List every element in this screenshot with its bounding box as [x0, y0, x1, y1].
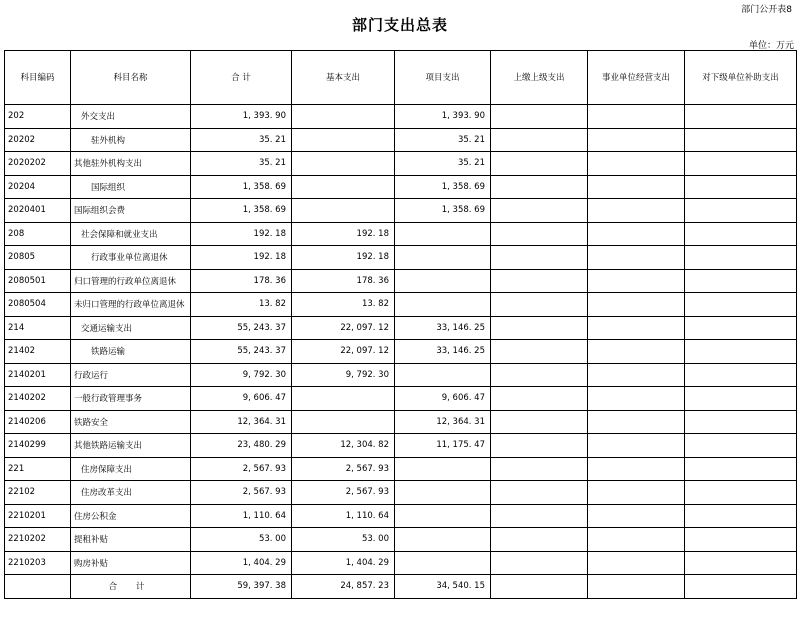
table-row [5, 269, 797, 293]
subsidy-cell [685, 551, 797, 575]
table-body [5, 105, 797, 575]
upper-cell [491, 387, 588, 411]
upper-cell [491, 128, 588, 152]
name-cell: 铁路运输 [71, 340, 191, 364]
project-cell [395, 293, 491, 317]
basic-cell [292, 128, 395, 152]
subsidy-cell [685, 269, 797, 293]
upper-cell [491, 481, 588, 505]
business-cell [588, 340, 685, 364]
code-cell: 214 [5, 316, 71, 340]
subsidy-cell [685, 246, 797, 270]
code-cell: 2140299 [5, 434, 71, 458]
basic-cell [292, 410, 395, 434]
column-header-subsidy: 对下级单位补助支出 [685, 51, 797, 105]
upper-cell [491, 363, 588, 387]
column-header-basic: 基本支出 [292, 51, 395, 105]
name-cell: 交通运输支出 [71, 316, 191, 340]
project-cell: 11, 175. 47 [395, 434, 491, 458]
total-row [5, 575, 797, 599]
basic-cell [292, 152, 395, 176]
name-cell: 行政运行 [71, 363, 191, 387]
upper-cell [491, 175, 588, 199]
name-cell: 住房公积金 [71, 504, 191, 528]
code-cell: 2080501 [5, 269, 71, 293]
code-cell: 22102 [5, 481, 71, 505]
total-cell: 35. 21 [191, 152, 292, 176]
name-cell: 其他驻外机构支出 [71, 152, 191, 176]
table-row [5, 152, 797, 176]
project-cell [395, 222, 491, 246]
upper-cell [491, 152, 588, 176]
project-cell: 1, 358. 69 [395, 199, 491, 223]
subsidy-cell [685, 340, 797, 364]
expenditure-table [4, 50, 797, 599]
column-header-business: 事业单位经营支出 [588, 51, 685, 105]
basic-cell: 1, 404. 29 [292, 551, 395, 575]
total-cell: 1, 358. 69 [191, 175, 292, 199]
upper-cell [491, 434, 588, 458]
basic-cell: 53. 00 [292, 528, 395, 552]
total-cell: 13. 82 [191, 293, 292, 317]
basic-cell [292, 199, 395, 223]
business-cell [588, 105, 685, 129]
table-row [5, 175, 797, 199]
business-cell [588, 434, 685, 458]
project-cell: 9, 606. 47 [395, 387, 491, 411]
table-row [5, 481, 797, 505]
basic-cell [292, 175, 395, 199]
column-header-upper: 上缴上级支出 [491, 51, 588, 105]
code-cell: 2140201 [5, 363, 71, 387]
business-cell [588, 293, 685, 317]
basic-cell: 1, 110. 64 [292, 504, 395, 528]
total-cell: 1, 110. 64 [191, 504, 292, 528]
project-cell [395, 528, 491, 552]
business-cell [588, 269, 685, 293]
table-row [5, 128, 797, 152]
subsidy-cell [685, 504, 797, 528]
upper-cell [491, 199, 588, 223]
total-cell: 1, 404. 29 [191, 551, 292, 575]
name-cell: 铁路安全 [71, 410, 191, 434]
table-row [5, 528, 797, 552]
name-cell: 国际组织 [71, 175, 191, 199]
total-cell: 23, 480. 29 [191, 434, 292, 458]
name-cell: 住房保障支出 [71, 457, 191, 481]
table-row [5, 410, 797, 434]
basic-cell: 22, 097. 12 [292, 340, 395, 364]
table-row [5, 340, 797, 364]
form-number: 部门公开表8 [741, 5, 792, 15]
subsidy-cell [685, 293, 797, 317]
upper-cell [491, 293, 588, 317]
upper-cell [491, 457, 588, 481]
total-label: 合 计 [71, 575, 191, 599]
subsidy-cell [685, 199, 797, 223]
total-cell: 55, 243. 37 [191, 316, 292, 340]
basic-cell: 192. 18 [292, 246, 395, 270]
upper-cell [491, 105, 588, 129]
table-row [5, 551, 797, 575]
code-cell: 2020401 [5, 199, 71, 223]
code-cell: 21402 [5, 340, 71, 364]
total-subsidy [685, 575, 797, 599]
code-cell: 208 [5, 222, 71, 246]
page-title: 部门支出总表 [351, 16, 448, 34]
name-cell: 购房补贴 [71, 551, 191, 575]
subsidy-cell [685, 528, 797, 552]
business-cell [588, 199, 685, 223]
subsidy-cell [685, 175, 797, 199]
table-row [5, 316, 797, 340]
code-cell: 2140202 [5, 387, 71, 411]
code-cell: 2210201 [5, 504, 71, 528]
total-cell: 35. 21 [191, 128, 292, 152]
project-cell: 1, 393. 90 [395, 105, 491, 129]
name-cell: 国际组织会费 [71, 199, 191, 223]
name-cell: 社会保障和就业支出 [71, 222, 191, 246]
total-cell: 1, 393. 90 [191, 105, 292, 129]
subsidy-cell [685, 222, 797, 246]
basic-cell: 178. 36 [292, 269, 395, 293]
code-cell: 20202 [5, 128, 71, 152]
name-cell: 归口管理的行政单位离退休 [71, 269, 191, 293]
business-cell [588, 222, 685, 246]
total-cell: 192. 18 [191, 222, 292, 246]
business-cell [588, 316, 685, 340]
subsidy-cell [685, 481, 797, 505]
total-basic: 24, 857. 23 [292, 575, 395, 599]
business-cell [588, 410, 685, 434]
project-cell: 35. 21 [395, 152, 491, 176]
table-row [5, 293, 797, 317]
business-cell [588, 246, 685, 270]
business-cell [588, 457, 685, 481]
code-cell: 2140206 [5, 410, 71, 434]
name-cell: 提租补贴 [71, 528, 191, 552]
total-cell: 9, 792. 30 [191, 363, 292, 387]
code-cell: 202 [5, 105, 71, 129]
project-cell [395, 481, 491, 505]
subsidy-cell [685, 128, 797, 152]
subsidy-cell [685, 410, 797, 434]
table-row [5, 363, 797, 387]
code-cell: 221 [5, 457, 71, 481]
subsidy-cell [685, 387, 797, 411]
code-cell: 2080504 [5, 293, 71, 317]
total-cell: 2, 567. 93 [191, 457, 292, 481]
basic-cell: 13. 82 [292, 293, 395, 317]
upper-cell [491, 246, 588, 270]
code-cell: 2210203 [5, 551, 71, 575]
total-cell: 55, 243. 37 [191, 340, 292, 364]
column-header-code: 科目编码 [5, 51, 71, 105]
basic-cell [292, 387, 395, 411]
total-cell: 53. 00 [191, 528, 292, 552]
business-cell [588, 152, 685, 176]
basic-cell: 192. 18 [292, 222, 395, 246]
basic-cell: 2, 567. 93 [292, 481, 395, 505]
subsidy-cell [685, 434, 797, 458]
project-cell: 1, 358. 69 [395, 175, 491, 199]
upper-cell [491, 222, 588, 246]
total-cell: 12, 364. 31 [191, 410, 292, 434]
project-cell [395, 246, 491, 270]
project-cell: 35. 21 [395, 128, 491, 152]
business-cell [588, 128, 685, 152]
business-cell [588, 363, 685, 387]
subsidy-cell [685, 316, 797, 340]
code-cell: 20805 [5, 246, 71, 270]
name-cell: 行政事业单位离退休 [71, 246, 191, 270]
business-cell [588, 481, 685, 505]
table-row [5, 457, 797, 481]
subsidy-cell [685, 152, 797, 176]
total-project: 34, 540. 15 [395, 575, 491, 599]
total-business [588, 575, 685, 599]
table-row [5, 222, 797, 246]
project-cell [395, 457, 491, 481]
subsidy-cell [685, 105, 797, 129]
project-cell: 33, 146. 25 [395, 340, 491, 364]
total-sum: 59, 397. 38 [191, 575, 292, 599]
business-cell [588, 387, 685, 411]
code-cell: 2020202 [5, 152, 71, 176]
basic-cell: 12, 304. 82 [292, 434, 395, 458]
total-cell: 2, 567. 93 [191, 481, 292, 505]
upper-cell [491, 410, 588, 434]
name-cell: 驻外机构 [71, 128, 191, 152]
name-cell: 住房改革支出 [71, 481, 191, 505]
upper-cell [491, 340, 588, 364]
table-header-row [5, 51, 797, 105]
total-cell: 178. 36 [191, 269, 292, 293]
total-cell: 192. 18 [191, 246, 292, 270]
basic-cell: 2, 567. 93 [292, 457, 395, 481]
unit-label: 单位：万元 [748, 41, 794, 51]
project-cell [395, 504, 491, 528]
table-row [5, 387, 797, 411]
project-cell: 33, 146. 25 [395, 316, 491, 340]
code-cell: 2210202 [5, 528, 71, 552]
project-cell: 12, 364. 31 [395, 410, 491, 434]
name-cell: 外交支出 [71, 105, 191, 129]
upper-cell [491, 504, 588, 528]
total-cell: 1, 358. 69 [191, 199, 292, 223]
code-cell: 20204 [5, 175, 71, 199]
subsidy-cell [685, 457, 797, 481]
name-cell: 未归口管理的行政单位离退休 [71, 293, 191, 317]
basic-cell: 9, 792. 30 [292, 363, 395, 387]
project-cell [395, 551, 491, 575]
table-row [5, 246, 797, 270]
subsidy-cell [685, 363, 797, 387]
upper-cell [491, 316, 588, 340]
name-cell: 其他铁路运输支出 [71, 434, 191, 458]
project-cell [395, 269, 491, 293]
business-cell [588, 175, 685, 199]
basic-cell: 22, 097. 12 [292, 316, 395, 340]
column-header-total: 合 计 [191, 51, 292, 105]
total-cell: 9, 606. 47 [191, 387, 292, 411]
column-header-project: 项目支出 [395, 51, 491, 105]
total-upper [491, 575, 588, 599]
upper-cell [491, 551, 588, 575]
table-row [5, 105, 797, 129]
table-row [5, 199, 797, 223]
business-cell [588, 504, 685, 528]
basic-cell [292, 105, 395, 129]
project-cell [395, 363, 491, 387]
total-code-cell [5, 575, 71, 599]
upper-cell [491, 269, 588, 293]
business-cell [588, 528, 685, 552]
upper-cell [491, 528, 588, 552]
table-row [5, 504, 797, 528]
name-cell: 一般行政管理事务 [71, 387, 191, 411]
table-row [5, 434, 797, 458]
business-cell [588, 551, 685, 575]
column-header-name: 科目名称 [71, 51, 191, 105]
